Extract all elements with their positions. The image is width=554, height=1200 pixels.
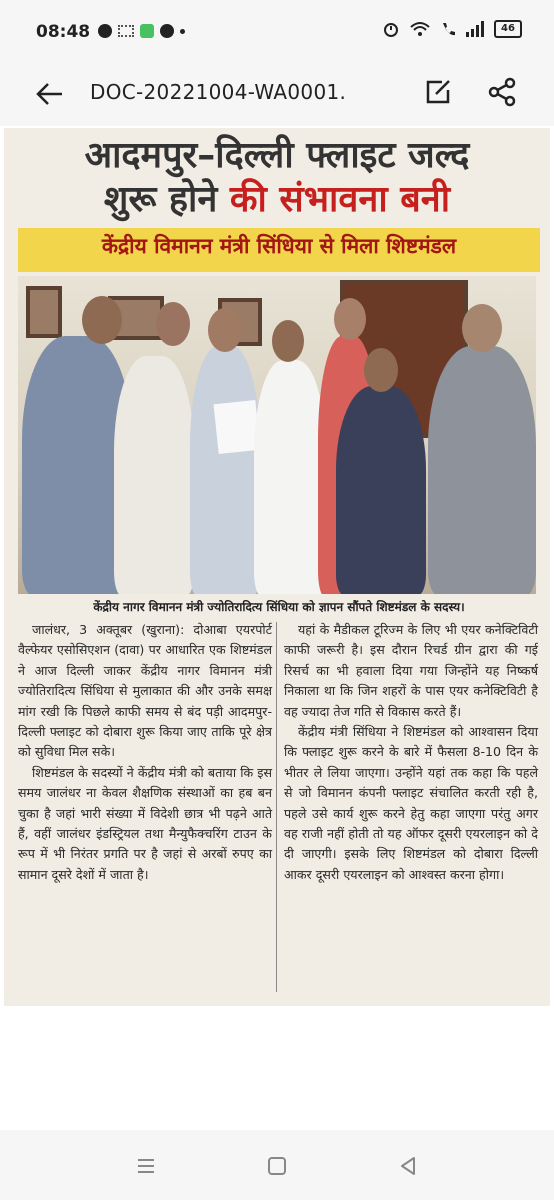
person bbox=[428, 346, 536, 594]
photo-caption: केंद्रीय नागर विमानन मंत्री ज्योतिरादित्य सिंधिया को ज्ञापन सौंपते शिष्टमंडल के सदस्य। bbox=[93, 600, 465, 614]
person-head bbox=[82, 296, 122, 344]
headline bbox=[4, 134, 550, 222]
article-column-left bbox=[18, 620, 272, 885]
navigation-bar bbox=[0, 1130, 554, 1200]
person-head bbox=[272, 320, 304, 362]
home-icon[interactable] bbox=[263, 1152, 291, 1180]
back-icon[interactable] bbox=[394, 1152, 422, 1180]
play-icon bbox=[98, 24, 112, 38]
headline-line-1: आदमपुर–दिल्ली फ्लाइट जल्द bbox=[84, 135, 470, 176]
person bbox=[114, 356, 194, 594]
headline-line-2 bbox=[4, 178, 550, 222]
newspaper-clipping bbox=[4, 128, 550, 1006]
app-bar bbox=[0, 64, 554, 126]
column-divider bbox=[276, 622, 277, 992]
person bbox=[336, 386, 426, 594]
person-head bbox=[208, 308, 242, 352]
whatsapp-icon bbox=[160, 24, 174, 38]
back-arrow-icon[interactable] bbox=[28, 72, 72, 116]
person-head bbox=[364, 348, 398, 392]
status-notification-icons bbox=[98, 24, 185, 38]
subhead: केंद्रीय विमानन मंत्री सिंधिया से मिला शिष्टमंडल bbox=[101, 234, 457, 258]
person bbox=[254, 360, 326, 594]
article-paragraph: जालंधर, 3 अक्तूबर (खुराना): दोआबा एयरपोर्ट वैल्फेयर एसोसिएशन (दावा) पर आधारित एक शिष्टमंडल ने आज दिल्ली जाकर केंद्रीय नागर विमानन मंत्री ज्योतिरादित्य सिंधिया से मुलाकात की और उनके समक्ष मांग रखी कि पिछले काफी समय से बंद पड़ी आदमपुर-दिल्ली फ्लाइट को दोबारा शुरू किया जाए ताकि पूरे क्षेत्र को सुविधा मिल सके। bbox=[18, 622, 272, 760]
chat-app-icon bbox=[140, 24, 154, 38]
wifi-icon bbox=[410, 21, 430, 37]
news-photo bbox=[18, 276, 536, 594]
person-head bbox=[462, 304, 502, 352]
status-time: 08:48 bbox=[36, 22, 91, 42]
status-system-icons bbox=[382, 20, 522, 38]
person-head bbox=[334, 298, 366, 340]
edit-icon[interactable] bbox=[418, 72, 458, 112]
status-bar bbox=[0, 0, 554, 64]
alarm-icon bbox=[382, 20, 400, 38]
article-column-right bbox=[284, 620, 538, 885]
wall-frame bbox=[26, 286, 62, 338]
recents-icon[interactable] bbox=[132, 1152, 160, 1180]
share-icon[interactable] bbox=[482, 72, 522, 112]
battery-icon: 46 bbox=[494, 20, 522, 38]
article-paragraph: शिष्टमंडल के सदस्यों ने केंद्रीय मंत्री को बताया कि इस समय जालंधर ना केवल शैक्षणिक संस्थाओं का हब बन चुका है जहां भारी संख्या में विदेशी छात्र भी पढ़ने आते हैं, वहीं जालंधर इंडस्ट्रियल तथा मैन्युफैक्चरिंग टाउन के रूप में भी निरंतर प्रगति पर है जहां से अरबों रुपए का सामान दूसरे देशों में जाता है। bbox=[18, 764, 272, 882]
document-title: DOC-20221004-WA0001. bbox=[90, 80, 347, 104]
headline-line-2-start: शुरू होने bbox=[103, 179, 230, 220]
wifi-calling-icon bbox=[440, 21, 456, 37]
signal-icon bbox=[466, 21, 484, 37]
article-paragraph: यहां के मैडीकल टूरिज्म के लिए भी एयर कनेक्टिविटी काफी जरूरी है। इस दौरान रिचर्ड ग्रीन द्वारा की गई रिसर्च का भी हवाला दिया गया जिन्होंने यह निष्कर्ष निकाला था कि जिन शहरों के पास एयर कनेक्टिविटी है वह ज्यादा तेज गति से विकास करते हैं। bbox=[284, 622, 538, 719]
person-head bbox=[156, 302, 190, 346]
article-paragraph: केंद्रीय मंत्री सिंधिया ने शिष्टमंडल को आश्वासन दिया कि फ्लाइट शुरू करने के बारे में फैसला 8-10 दिन के भीतर ले लिया जाएगा। उन्होंने यहां तक कहा कि पहले से जो विमानन कंपनी फ्लाइट संचालित करती रही है, पहले उसे कार्य शुरू करने हेतु कहा जाएगा परंतु अगर वह राजी नहीं होती तो यह ऑफर दूसरी एयरलाइन को दे दी जाएगी। इसके लिए शिष्टमंडल को दोबारा दिल्ली आकर दूसरी एयरलाइन को आश्वस्त करना होगा। bbox=[284, 724, 538, 882]
headline-line-2-accent: की संभावना बनी bbox=[229, 179, 451, 220]
person bbox=[190, 346, 260, 594]
pinwheel-icon bbox=[118, 25, 134, 37]
dot-icon bbox=[180, 29, 185, 34]
